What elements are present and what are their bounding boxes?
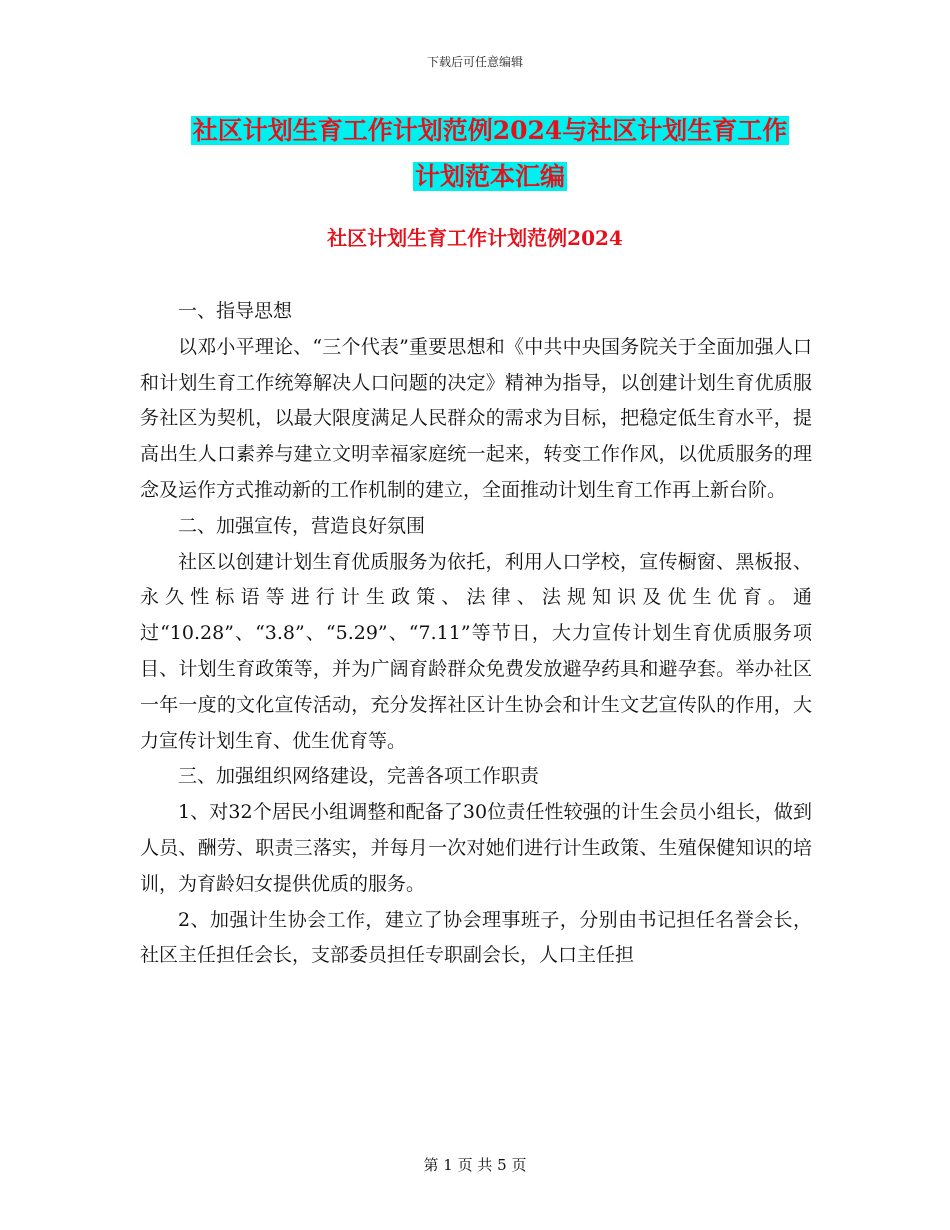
document-title-line-2: 计划范本汇编 [414,162,565,191]
heading-publicity: 二、加强宣传，营造良好氛围 [178,514,426,537]
section-title: 社区计划生育工作计划范例2024 [327,226,623,250]
document-body [140,294,812,974]
page-footer: 第 1 页 共 5 页 [423,1156,527,1174]
paragraph-publicity: 社区以创建计划生育优质服务为依托，利用人口学校，宣传橱窗、黑板报、永久性标语等进行计生政策、法律、法规知识及优生优育。通过“10.28”、“3.8”、“5.29”、“7.11”等节日，大力宣传计划生育优质服务项目、计划生育政策等，并为广阔育龄群众免费发放避孕药具和避孕套。举办社区一年一度的文化宣传活动，充分发挥社区计生协会和计生文艺宣传队的作用，大力宣传计划生育、优生优育等。 [140,550,812,752]
paragraph-guiding-thought: 以邓小平理论、“三个代表”重要思想和《中共中央国务院关于全面加强人口和计划生育工作统筹解决人口问题的决定》精神为指导，以创建计划生育优质服务社区为契机，以最大限度满足人民群众的需求为目标，把稳定低生育水平，提高出生人口素养与建立文明幸福家庭统一起来，转变工作作风，以优质服务的理念及运作方式推动新的工作机制的建立，全面推动计划生育工作再上新台阶。 [140,335,812,501]
paragraph-item-1: 1、对32个居民小组调整和配备了30位责任性较强的计生会员小组长，做到人员、酬劳、职责三落实，并每月一次对她们进行计生政策、生殖保健知识的培训，为育龄妇女提供优质的服务。 [140,801,812,895]
heading-organization: 三、加强组织网络建设，完善各项工作职责 [178,765,540,788]
heading-guiding-thought: 一、指导思想 [178,300,293,322]
paragraph-item-2: 2、加强计生协会工作，建立了协会理事班子，分别由书记担任名誉会长，社区主任担任会长，支部委员担任专职副会长，人口主任担 [140,908,812,967]
document-title-line-1: 社区计划生育工作计划范例2024与社区计划生育工作 [192,116,788,145]
document-title [140,108,840,200]
header-note: 下载后可任意编辑 [426,55,523,69]
